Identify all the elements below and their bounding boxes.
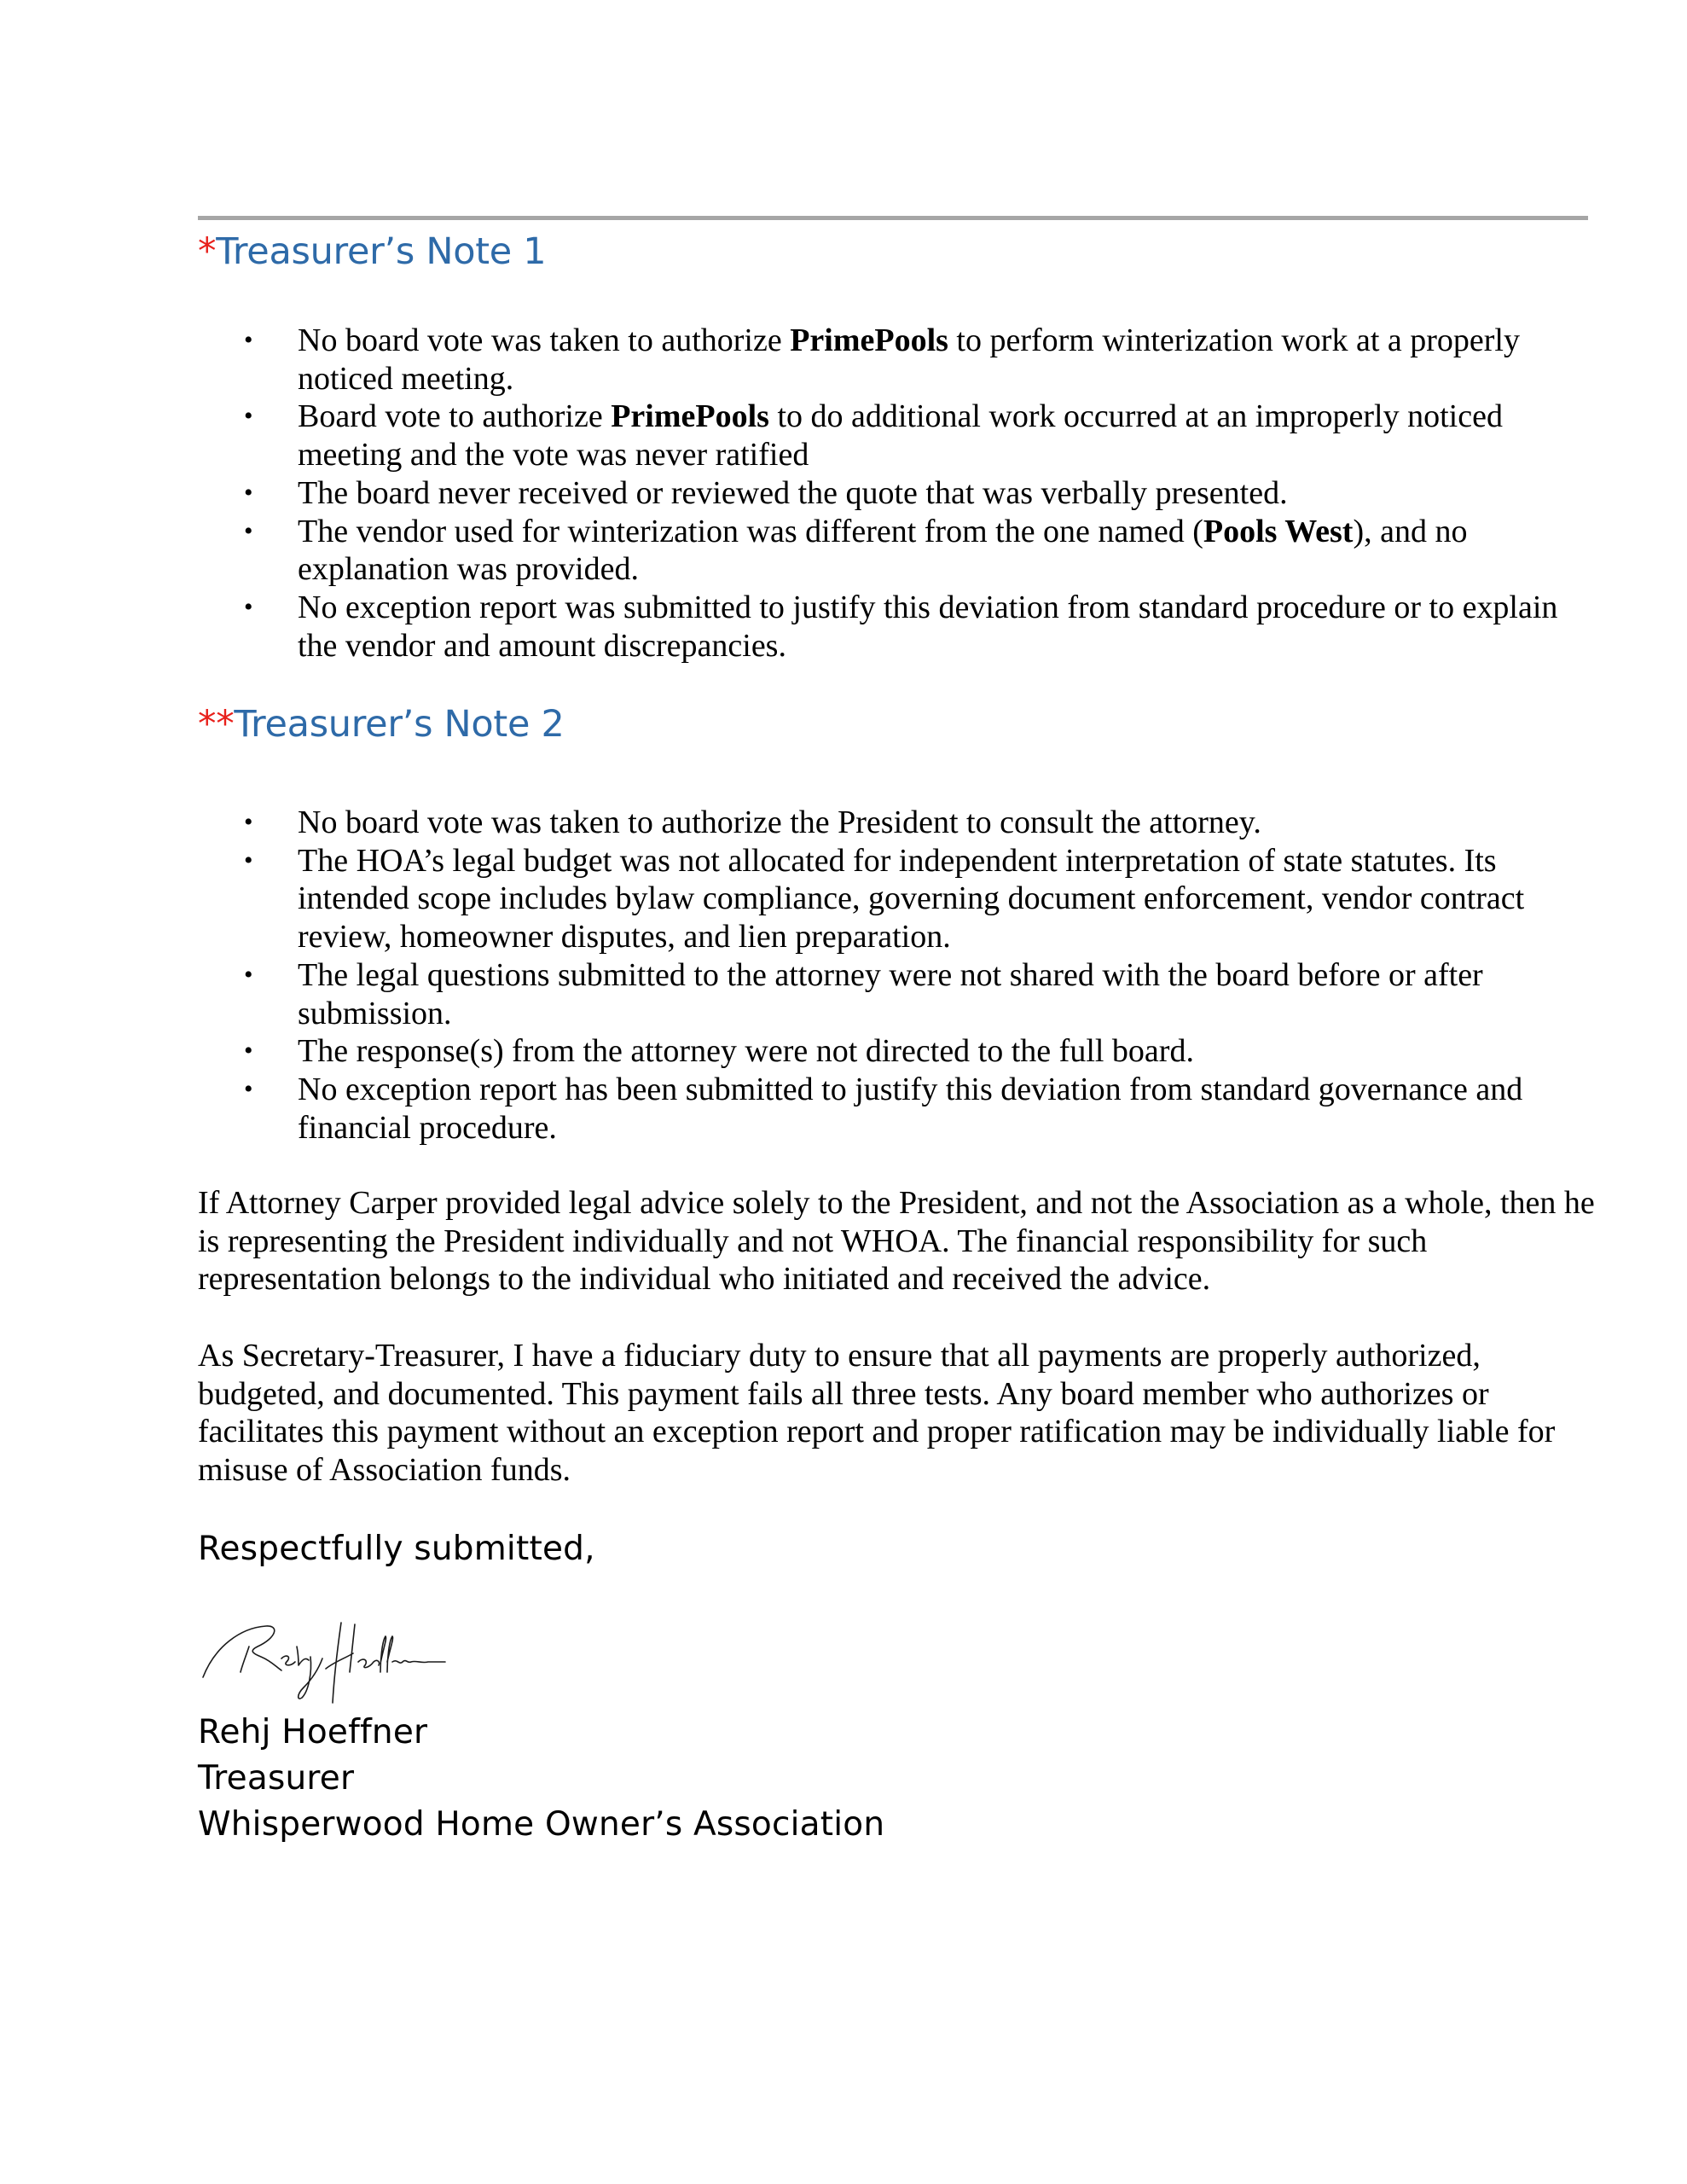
item-text: to do additional work occurred at an improperly noticed meeting and the vote was never ratified	[298, 398, 1503, 473]
item-text: No exception report was submitted to justify this deviation from standard procedure or to explain the vendor and amount discrepancies.	[298, 589, 1558, 664]
vendor-name: PrimePools	[611, 398, 769, 435]
list-item	[198, 398, 1597, 473]
list-item	[198, 513, 1597, 589]
note-2-title: Treasurer’s Note 2	[234, 703, 565, 746]
signer-name: Rehj Hoeffner	[198, 1713, 428, 1751]
closing-line: Respectfully submitted,	[198, 1530, 595, 1568]
item-text: No board vote was taken to authorize	[298, 322, 791, 358]
note-1-list	[198, 322, 1597, 665]
list-item: • The HOA’s legal budget was not allocated for independent interpretation of state statutes. Its intended scope includes bylaw compliance, governing document enforcement, vendor contract review, homeowner disputes, and lien preparation.	[198, 842, 1597, 956]
item-text: The vendor used for winterization was different from the one named (	[298, 513, 1203, 549]
note-2-list	[198, 804, 1597, 1147]
note-2-marker: **	[198, 703, 235, 746]
signer-organization: Whisperwood Home Owner’s Association	[198, 1805, 885, 1844]
list-item: • The response(s) from the attorney were not directed to the full board.	[198, 1032, 1597, 1071]
fiduciary-paragraph: As Secretary-Treasurer, I have a fiduciary duty to ensure that all payments are properly authorized, budgeted, and documented. This payment fails all three tests. Any board member who authorizes or facilitates this payment without an exception report and proper ratification may be individually liable for misuse of Association funds.	[198, 1338, 1556, 1489]
item-text: ), and no explanation was provided.	[298, 513, 1468, 588]
item-text: Board vote to authorize	[298, 398, 612, 435]
vendor-name: Pools West	[1203, 513, 1354, 549]
treasurer-note-1-heading	[198, 230, 546, 275]
list-item: • No exception report has been submitted to justify this deviation from standard governance and financial procedure.	[198, 1071, 1597, 1147]
list-item: • The legal questions submitted to the attorney were not shared with the board before or after submission.	[198, 956, 1597, 1032]
treasurer-note-2-heading	[198, 703, 565, 747]
signer-title: Treasurer	[198, 1759, 355, 1798]
list-item: • No board vote was taken to authorize the President to consult the attorney.	[198, 804, 1597, 842]
horizontal-rule	[198, 216, 1588, 220]
attorney-paragraph: If Attorney Carper provided legal advice solely to the President, and not the Association as a whole, then he is representing the President individually and not WHOA. The financial responsibility for such representation belongs to the individual who initiated and received the advice.	[198, 1185, 1595, 1298]
list-item	[198, 322, 1597, 398]
note-1-title: Treasurer’s Note 1	[216, 230, 547, 273]
item-text: The board never received or reviewed the quote that was verbally presented.	[298, 474, 1288, 511]
list-item	[198, 474, 1597, 513]
handwritten-signature	[198, 1612, 454, 1706]
vendor-name: PrimePools	[790, 322, 948, 358]
item-text: to perform winterization work at a properly noticed meeting.	[298, 322, 1520, 397]
note-1-marker: *	[198, 230, 217, 273]
list-item	[198, 589, 1597, 665]
